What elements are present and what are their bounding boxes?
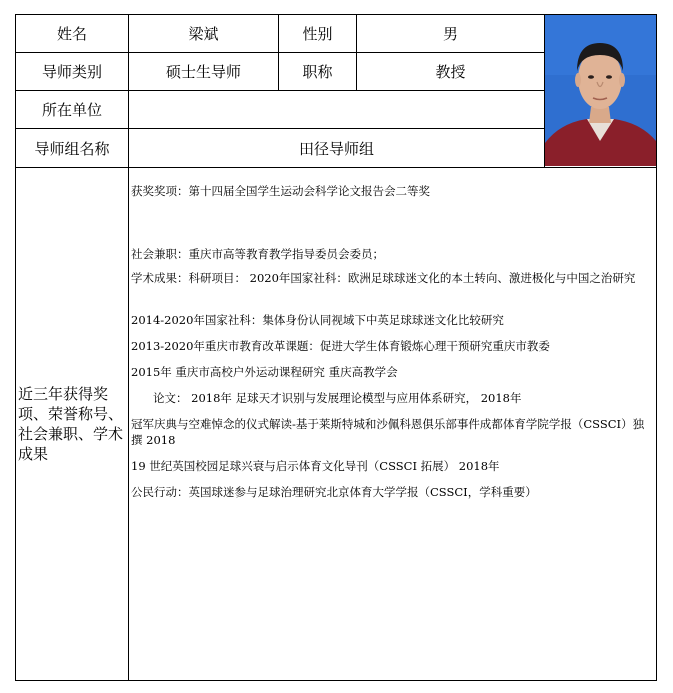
row-divider: [15, 167, 657, 168]
title-label: 职称: [302, 63, 333, 81]
research-project-line: 2013-2020年重庆市教育改革课题：促进大学生体育锻炼心理干预研究重庆市教委: [131, 339, 550, 353]
group-label: 导师组名称: [34, 139, 110, 158]
unit-value: [129, 91, 544, 128]
group-value: 田径导师组: [298, 139, 374, 158]
supervisor-type-value: 硕士生导师: [165, 63, 241, 81]
gender-label: 性别: [302, 25, 333, 43]
achievements-label: 近三年获得奖项、荣誉称号、社会兼职、学术成果: [18, 385, 124, 463]
name-value: 梁斌: [188, 25, 219, 43]
paper-line: 冠军庆典与空难悼念的仪式解读-基于莱斯特城和沙佩科恩俱乐部事件成都体育学院学报（CSSCI）独撰 2018: [131, 417, 645, 447]
supervisor-type-label: 导师类别: [41, 63, 102, 81]
name-label: 姓名: [56, 25, 87, 43]
paper-line: 19 世纪英国校园足球兴衰与启示体育文化导刊（CSSCI 拓展） 2018年: [131, 459, 500, 473]
unit-label: 所在单位: [41, 101, 102, 119]
research-project-line: 2014-2020年国家社科：集体身份认同视域下中英足球球迷文化比较研究: [131, 313, 504, 327]
research-project-line: 2015年 重庆市高校户外运动课程研究 重庆高教学会: [131, 365, 398, 379]
profile-photo: [545, 15, 656, 166]
research-project-line: 学术成果：科研项目： 2020年国家社科：欧洲足球球迷文化的本土转向、激进极化与中国之治研究: [131, 271, 636, 285]
award-line: 获奖奖项：第十四届全国学生运动会科学论文报告会二等奖: [131, 184, 430, 198]
social-position-line: 社会兼职：重庆市高等教育教学指导委员会委员；: [131, 247, 384, 261]
title-value: 教授: [435, 63, 466, 81]
paper-line: 公民行动：英国球迷参与足球治理研究北京体育大学学报（CSSCI，学科重要）: [131, 485, 537, 499]
paper-line: 论文： 2018年 足球天才识别与发展理论模型与应用体系研究， 2018年: [153, 391, 522, 405]
gender-value: 男: [442, 25, 458, 43]
